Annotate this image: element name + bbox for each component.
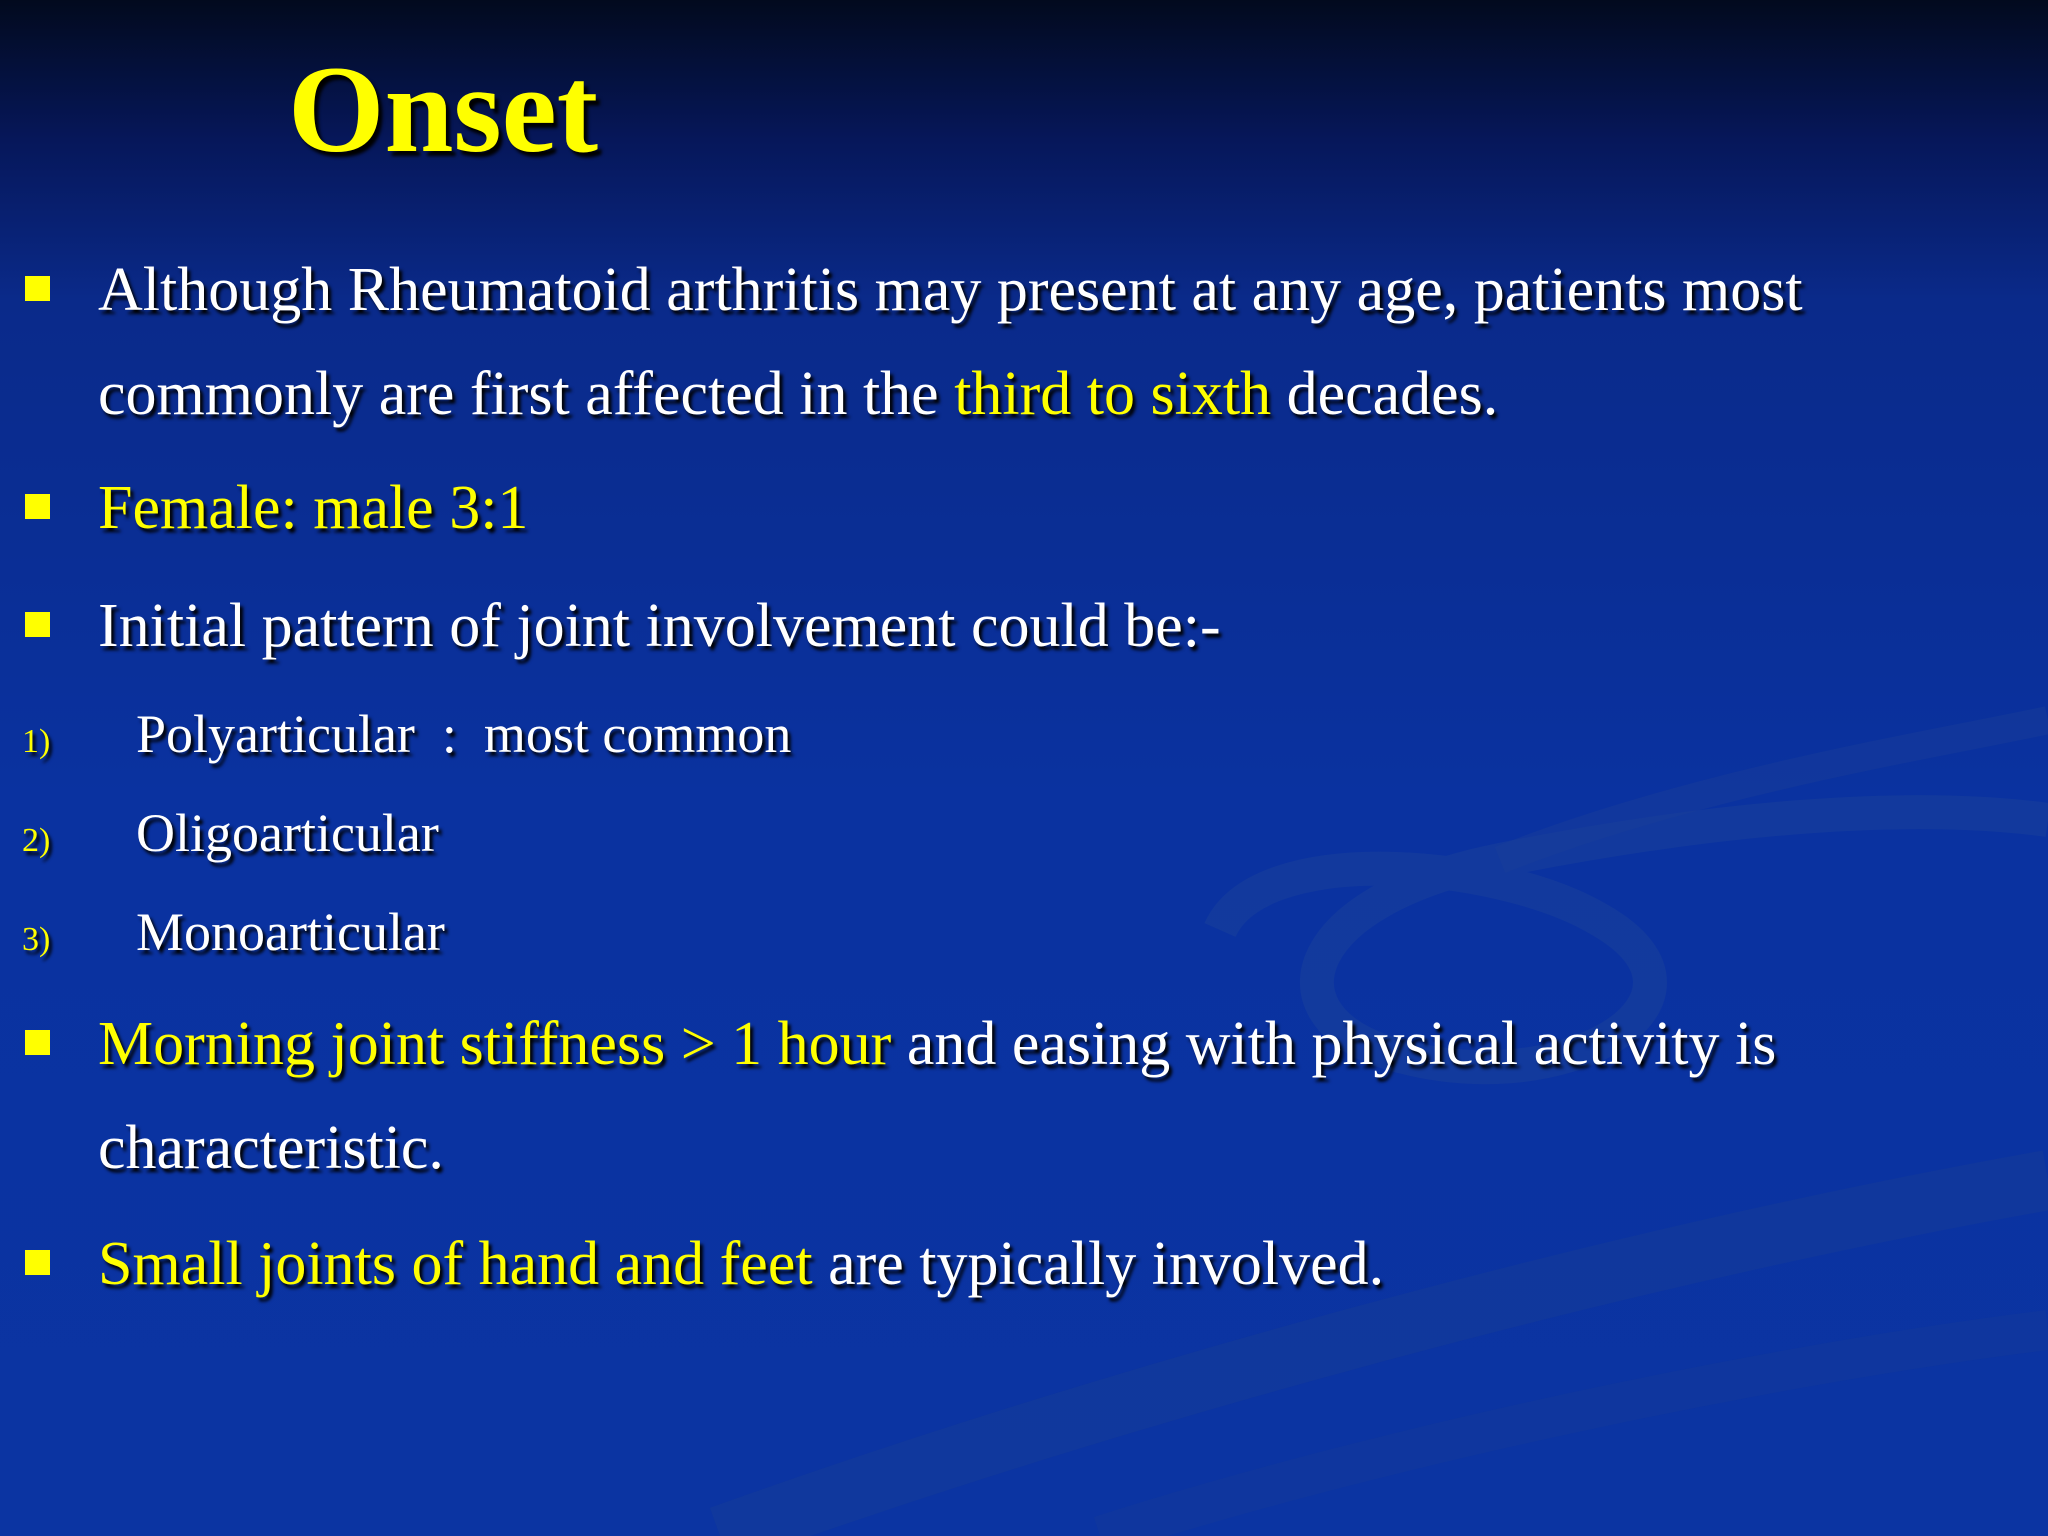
bullet-sex-ratio-text: Female: male 3:1 [98, 474, 529, 542]
square-bullet-icon [25, 276, 50, 301]
square-bullet-icon [25, 1250, 50, 1275]
bullet-small-joints-text [98, 1212, 1384, 1316]
bullet-small-joints-highlight: Small joints of hand and feet [98, 1230, 813, 1298]
bullet-morning-stiffness [0, 992, 2048, 1202]
bullet-small-joints [0, 1212, 2048, 1316]
square-bullet-icon [25, 1030, 50, 1055]
bullet-morning-stiffness-rest: and easing with physical activity is [891, 1010, 1777, 1078]
bullet-age-onset-line2 [98, 342, 1498, 446]
bullet-age-onset-post: decades. [1271, 360, 1499, 428]
bullet-age-onset [0, 238, 2048, 448]
square-bullet-icon [25, 612, 50, 637]
bullet-sex-ratio [0, 456, 2048, 560]
square-bullet-icon [25, 494, 50, 519]
slide-title: Onset [288, 41, 598, 178]
pattern-item-3 [0, 902, 2048, 962]
pattern-item-2-text: Oligoarticular [136, 803, 439, 863]
pattern-item-2-marker: 2) [22, 822, 51, 859]
bullet-morning-stiffness-highlight: Morning joint stiffness > 1 hour [98, 1010, 892, 1078]
pattern-item-1-text: Polyarticular : most common [136, 704, 792, 764]
bullet-joint-pattern-text: Initial pattern of joint involvement could be:- [98, 592, 1221, 660]
bullet-small-joints-rest: are typically involved. [812, 1230, 1385, 1298]
bullet-age-onset-pre: commonly are first affected in the [98, 360, 955, 428]
bullet-joint-pattern [0, 574, 2048, 678]
pattern-item-2 [0, 803, 2048, 863]
bullet-morning-stiffness-line2: characteristic. [98, 1114, 444, 1182]
pattern-item-1 [0, 704, 2048, 764]
pattern-item-1-marker: 1) [22, 723, 51, 760]
bullet-age-onset-line1: Although Rheumatoid arthritis may present at any age, patients most [98, 256, 1803, 324]
pattern-item-3-text: Monoarticular [136, 902, 445, 962]
bullet-age-onset-highlight: third to sixth [954, 360, 1272, 428]
pattern-item-3-marker: 3) [22, 921, 51, 958]
bullet-morning-stiffness-line1 [98, 992, 1776, 1096]
